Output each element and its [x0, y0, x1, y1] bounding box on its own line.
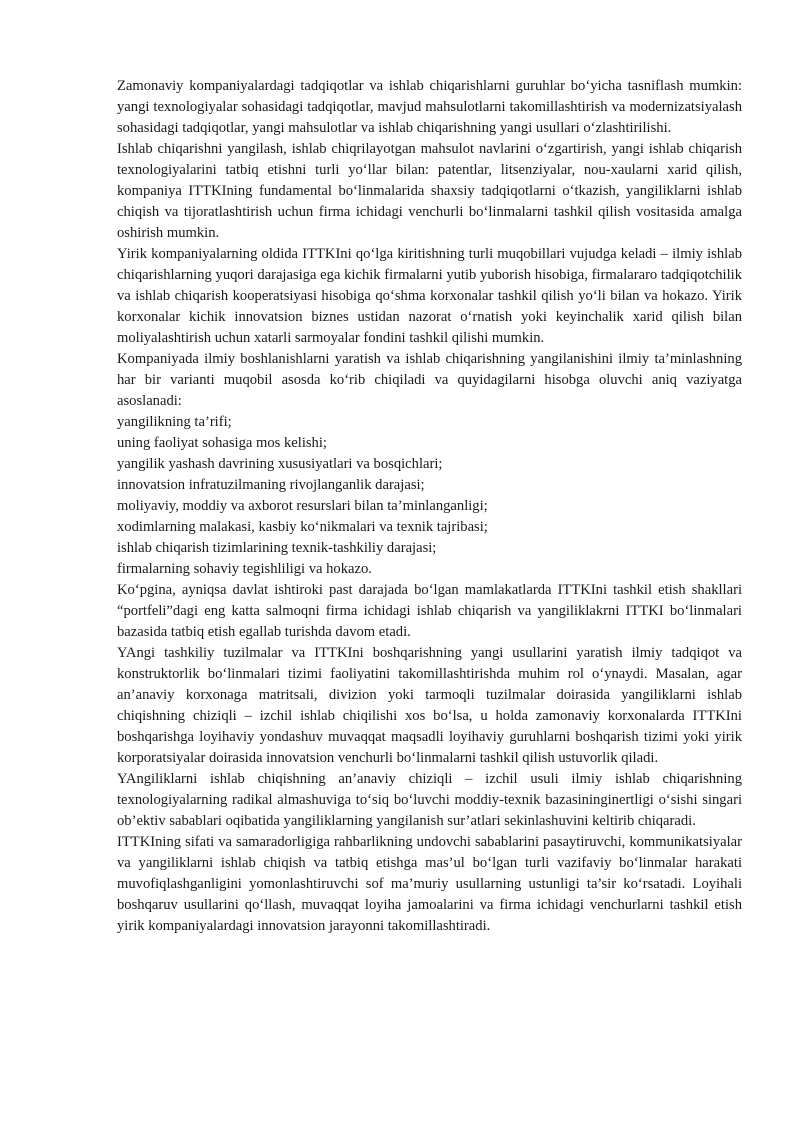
- paragraph: Ishlab chiqarishni yangilash, ishlab chiqrilayotgan mahsulot navlarini o‘zgartirish, yangi ishlab chiqarish texnologiyalarini tatbiq etishni turli yo‘llar bilan: patentlar, litsenziyalar, nou-xaularni xarid qilish, kompaniya ITTKIning fundamental bo‘linmalarida shaxsiy tadqiqotlarni o‘tkazish, yangiliklarni ishlab chiqish va tijoratlashtirish uchun firma ichidagi venchurli bo‘linmalarni tashkil qilish vositasida amalga oshirish mumkin.: [117, 141, 742, 241]
- paragraph: Kompaniyada ilmiy boshlanishlarni yaratish va ishlab chiqarishning yangilanishini ilmiy ta’minlashning har bir varianti muqobil asosda ko‘rib chiqiladi va quyidagilarni hisobga oluvchi aniq vaziyatga asoslanadi:: [117, 351, 742, 409]
- document-page: [117, 76, 742, 937]
- paragraph: ITTKIning sifati va samaradorligiga rahbarlikning undovchi sabablarini pasaytiruvchi, kommunikatsiyalar va yangiliklarni ishlab chiqish va tatbiq etishga mas’ul bo‘lgan turli vazifaviy bo‘linmalar harakati muvofiqlashganligini yomonlashtiruvchi sof ma’muriy usullarning ustunligi ta’sir ko‘rsatadi. Loyihali boshqaruv usullarini qo‘llash, muvaqqat loyiha jamoalarini va firma ichidagi venchurlarni tashkil etish yirik kompaniyalardagi innovatsion jarayonni takomillashtiradi.: [117, 834, 742, 934]
- paragraph: Zamonaviy kompaniyalardagi tadqiqotlar va ishlab chiqarishlarni guruhlar bo‘yicha tasniflash mumkin: yangi texnologiyalar sohasidagi tadqiqotlar, mavjud mahsulotlarni takomillashtirish va modernizatsiyalash sohasidagi tadqiqotlar, yangi mahsulotlar va ishlab chiqarishning yangi usullari o‘zlashtirilishi.: [117, 78, 742, 136]
- paragraph: YAngiliklarni ishlab chiqishning an’anaviy chiziqli – izchil usuli ilmiy ishlab chiqarishning texnologiyalarning radikal almashuviga to‘siq bo‘luvchi moddiy-texnik bazasininginertligi o‘sishi singari ob’ektiv sabablari oqibatida yangiliklarning yangilanish sur’atlari sekinlashuvini keltirib chiqaradi.: [117, 771, 742, 829]
- list-item: innovatsion infratuzilmaning rivojlanganlik darajasi;: [117, 477, 425, 493]
- list-item: firmalarning sohaviy tegishliligi va hokazo.: [117, 561, 372, 577]
- list-item: uning faoliyat sohasiga mos kelishi;: [117, 435, 327, 451]
- paragraph: Ko‘pgina, ayniqsa davlat ishtiroki past darajada bo‘lgan mamlakatlarda ITTKIni tashkil etish shakllari “portfeli”dagi eng katta salmoqni firma ichidagi ishlab chiqarish va yangiliklakrni ITTKI bo‘linmalari bazasida tatbiq etish egallab turishda davom etadi.: [117, 582, 742, 640]
- list-item: yangilikning ta’rifi;: [117, 414, 232, 430]
- list-item: yangilik yashash davrining xususiyatlari va bosqichlari;: [117, 456, 443, 472]
- list-item: moliyaviy, moddiy va axborot resurslari bilan ta’minlanganligi;: [117, 498, 488, 514]
- paragraph: YAngi tashkiliy tuzilmalar va ITTKIni boshqarishning yangi usullarini yaratish ilmiy tadqiqot va konstruktorlik bo‘linmalari tizimi faoliyatini takomillashtirishda muhim rol o‘ynaydi. Masalan, agar an’anaviy korxonaga matritsali, divizion yoki tarmoqli tuzilmalar doirasida yangiliklarni ishlab chiqishning chiziqli – izchil ishlab chiqilishi xos bo‘lsa, u holda zamonaviy korxonalarda ITTKIni boshqarishga loyihaviy yondashuv muvaqqat maqsadli loyihaviy guruhlarni boshqarish tizimi yoki yirik korporatsiyalar doirasida innovatsion venchurli bo‘linmalarni tashkil qilish ustuvorlik qiladi.: [117, 645, 742, 766]
- paragraph: Yirik kompaniyalarning oldida ITTKIni qo‘lga kiritishning turli muqobillari vujudga keladi – ilmiy ishlab chiqarishlarning yuqori darajasiga ega kichik firmalarni yutib yuborish hisobiga, firmalararo tadqiqotchilik va ishlab chiqarish kooperatsiyasi hisobiga qo‘shma korxonalar tashkil qilish yo‘li bilan va hokazo. Yirik korxonalar kichik innovatsion biznes ustidan nazorat o‘rnatish yoki keyinchalik xarid qilish bilan moliyalashtirish uchun xatarli sarmoyalar fondini tashkil qilishi mumkin.: [117, 246, 742, 346]
- list-item: ishlab chiqarish tizimlarining texnik-tashkiliy darajasi;: [117, 540, 437, 556]
- list-item: xodimlarning malakasi, kasbiy ko‘nikmalari va texnik tajribasi;: [117, 519, 488, 535]
